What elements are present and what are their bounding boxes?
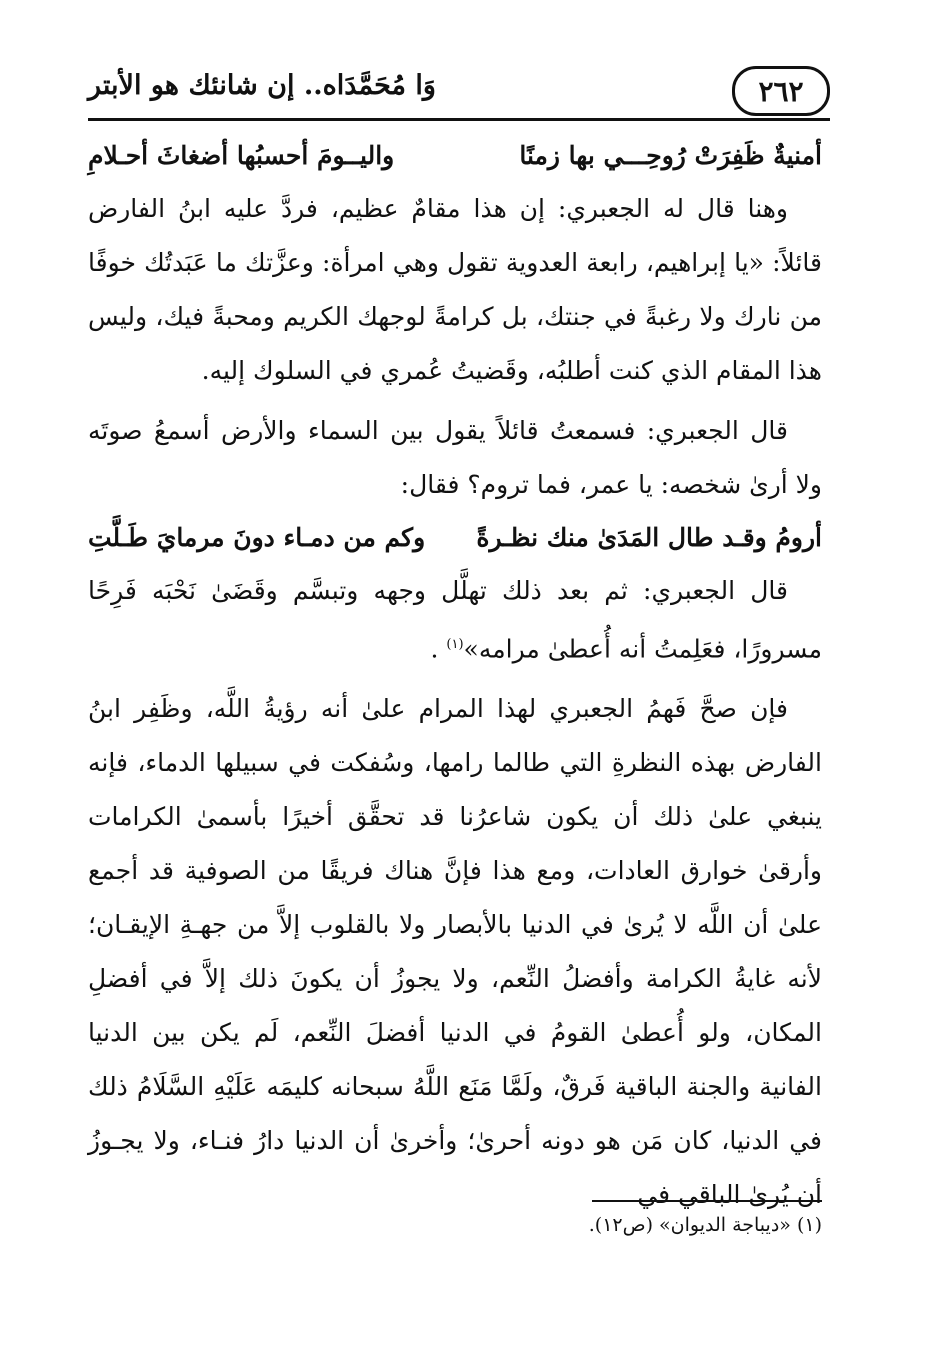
paragraph-1: وهنا قال له الجعبري: إن هذا مقامٌ عظيم، فردَّ عليه ابنُ الفارض قائلاً: «يا إبراهيم، رابعة العدوية تقول وهي امرأة: وعزَّتك ما عَبَدتُك خوفًا من نارك ولا رغبةً في جنتك، بل كرامةً لوجهك الكريم ومحبةً فيك، وليس هذا المقام الذي كنت أطلبُه، وقَضيتُ عُمري في السلوك إليه. [88,194,822,385]
page-header [88,62,830,118]
verse-line-1 [88,130,822,182]
page-number: ٢٦٢ [732,66,830,116]
paragraph-3-end: . [430,634,447,664]
verse-hemistich-left: وكم من دمـاء دونَ مرمايَ طَـلَّتِ [88,523,426,552]
verse-line-2 [88,512,822,564]
running-title: وَا مُحَمَّدَاه.. إن شانئك هو الأبتر [88,70,436,101]
paragraph-4: فإن صحَّ فَهمُ الجعبري لهذا المرام علىٰ أنه رؤيةُ اللَّه، وظَفِر ابنُ الفارض بهذه النظرةِ التي طالما رامها، وسُفكت في سبيلها الدماء، فإنه ينبغي علىٰ ذلك أن يكون شاعرُنا قد تحقَّق أخيرًا بأسمىٰ الكرامات وأرقىٰ خوارق العادات، ومع هذا فإنَّ هناك فريقًا من الصوفية قد أجمع علىٰ أن اللَّه لا يُرىٰ في الدنيا بالأبصار ولا بالقلوب إلاَّ من جهـةِ الإيقـان؛ لأنه غايةُ الكرامة وأفضلُ النِّعم، ولا يجوزُ أن يكونَ ذلك إلاَّ في أفضلِ المكان، ولو أُعطىٰ القومُ في الدنيا أفضلَ النِّعم، لَم يكن بين الدنيا الفانية والجنة الباقية فَرقٌ، ولَمَّا مَنَع اللَّهُ سبحانه كليمَه عَلَيْهِ السَّلَامُ ذلك في الدنيا، كان مَن هو دونه أحرىٰ؛ وأخرىٰ أن الدنيا دارُ فنـاء، ولا يجـوزُ أن يُرىٰ الباقي في [88,694,822,1210]
verse-hemistich-right: أرومُ وقـد طال المَدَىٰ منك نظـرةً [476,523,822,552]
verse-hemistich-right: أمنيةٌ ظَفِرَتْ رُوحِـــي بها زمنًا [519,141,822,170]
paragraph-3 [88,564,822,676]
paragraph-2: قال الجعبري: فسمعتُ قائلاً يقول بين السماء والأرض أسمعُ صوتَه ولا أرىٰ شخصه: يا عمر، فما تروم؟ فقال: [88,416,822,499]
footnote-rule [592,1200,822,1202]
header-rule [88,118,830,121]
page-body [88,130,822,1222]
verse-hemistich-left: واليــومَ أحسبُها أضغاثَ أحـلامِ [88,141,395,170]
paragraph-3-text: قال الجعبري: ثم بعد ذلك تهلَّل وجهه وتبسَّم وقَضَىٰ نَحْبَه فَرِحًا مسرورًا، فعَلِمتُ أنه أُعطىٰ مرامه» [88,576,822,664]
footnote: (١) «ديباجة الديوان» (ص١٢). [588,1214,822,1236]
footnote-reference: (١) [446,637,464,652]
